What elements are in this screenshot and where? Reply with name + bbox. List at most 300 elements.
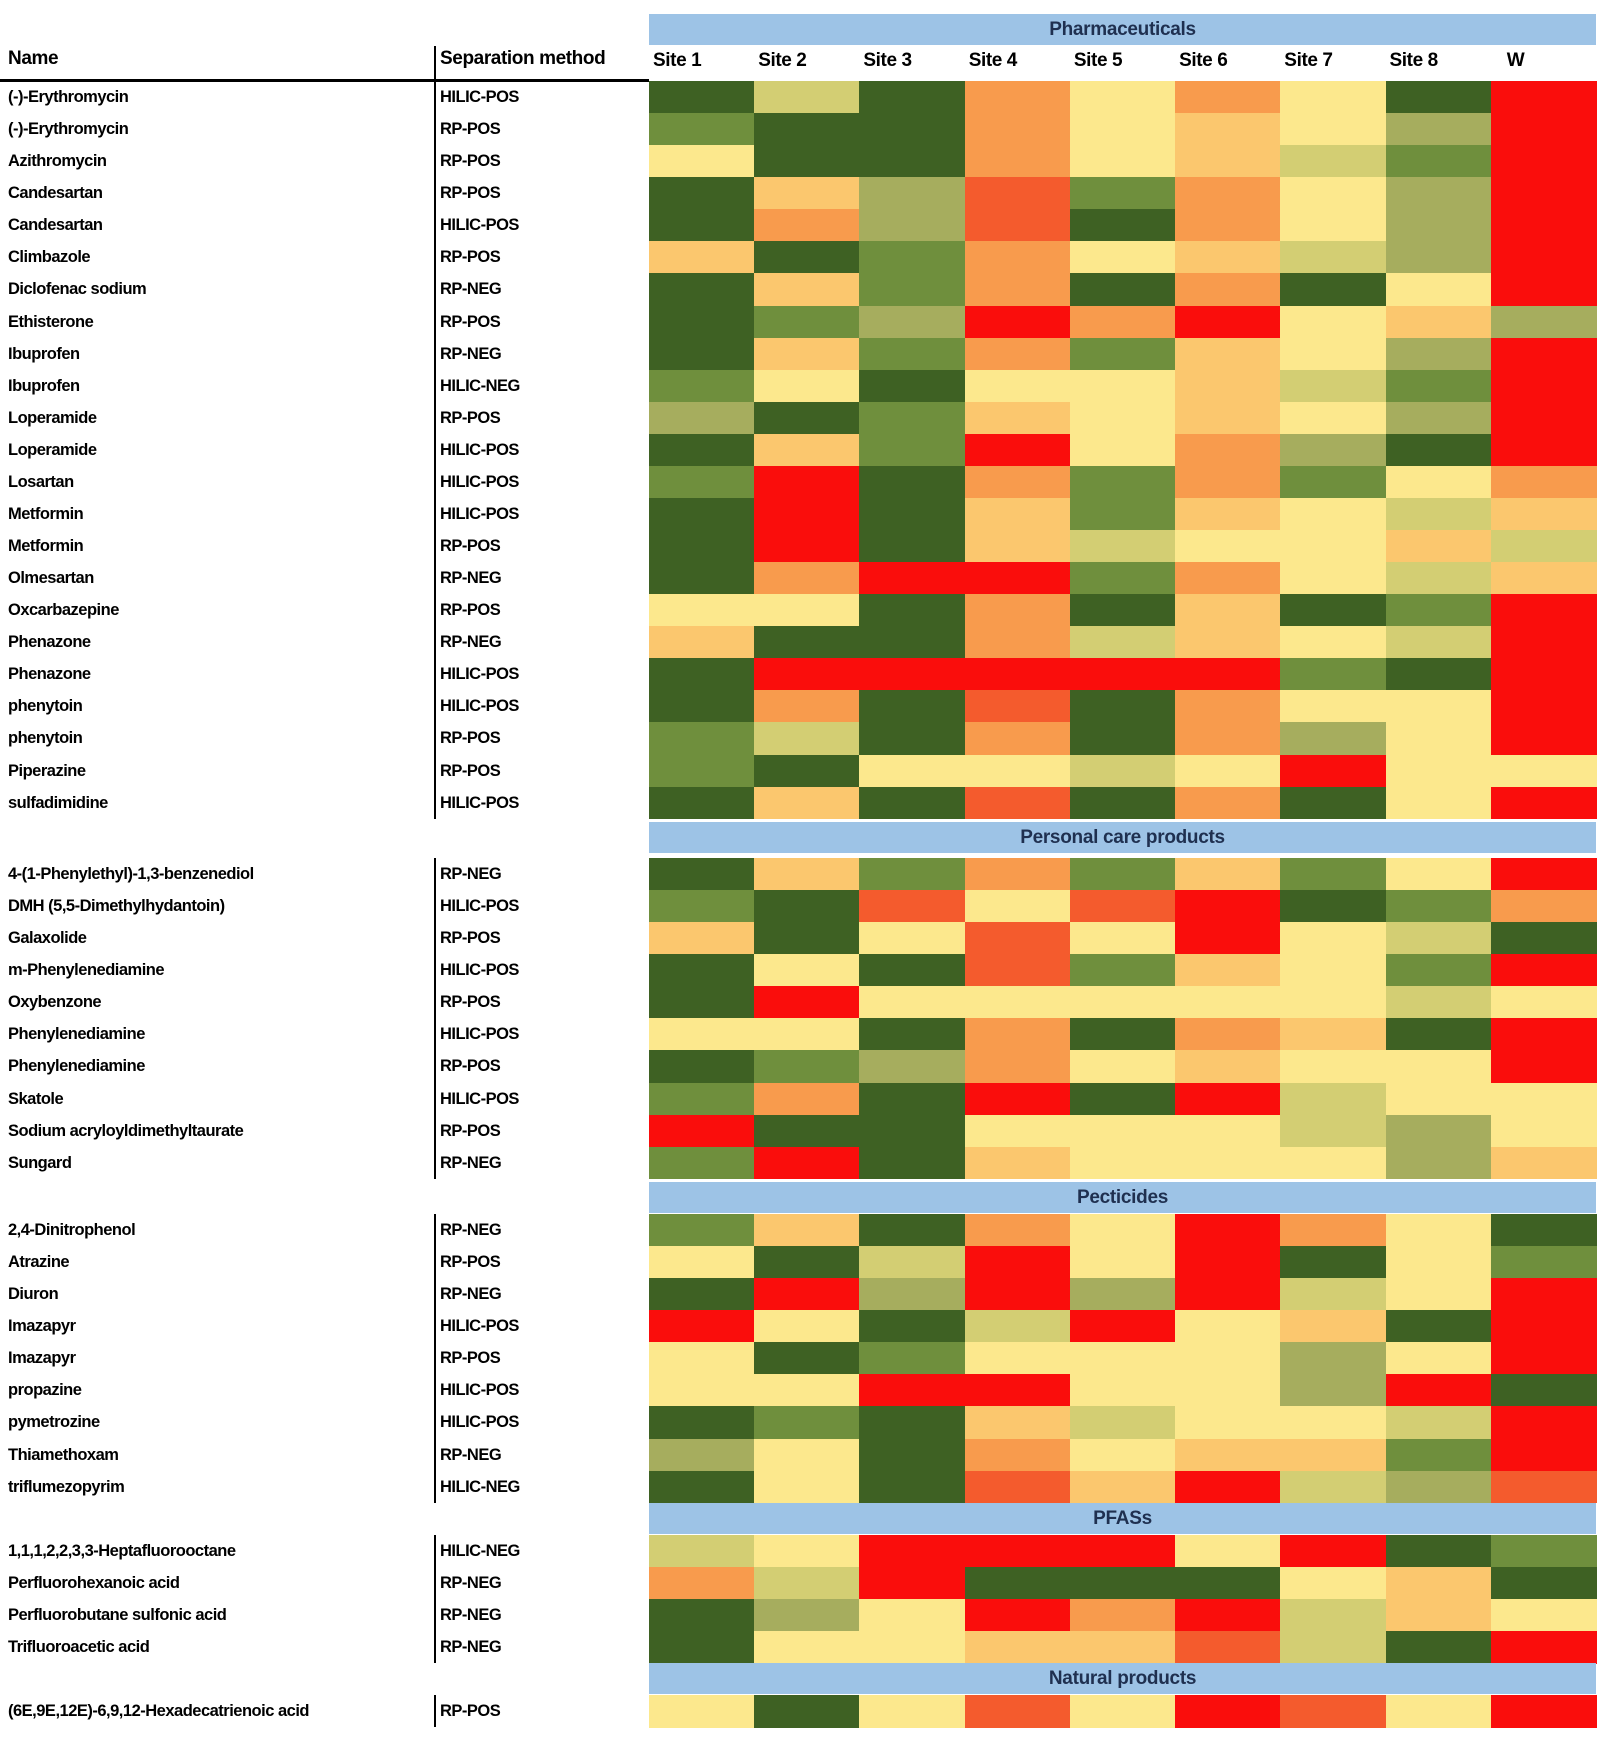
heatmap-cell [1070, 1471, 1176, 1504]
separation-method: RP-POS [440, 1702, 501, 1720]
heatmap-cell [1070, 338, 1176, 371]
heatmap-cell [754, 1439, 860, 1472]
heatmap-cell [1070, 1018, 1176, 1051]
heatmap-cell [1491, 1471, 1597, 1504]
heatmap-cell [965, 755, 1071, 788]
heatmap-cell [1070, 1147, 1176, 1180]
heatmap-cell [1175, 1439, 1281, 1472]
heatmap-cell [754, 594, 860, 627]
heatmap-cell [1175, 1310, 1281, 1343]
heatmap-cell [965, 273, 1071, 306]
heatmap-cell [1491, 755, 1597, 788]
heatmap-cell [649, 273, 755, 306]
heatmap-cell [1280, 1471, 1386, 1504]
heatmap-cell [1175, 1018, 1281, 1051]
heatmap-cell [649, 1278, 755, 1311]
heatmap-cell [859, 338, 965, 371]
heatmap-cell [965, 1278, 1071, 1311]
heatmap-cell [859, 1342, 965, 1375]
heatmap-cell [1175, 890, 1281, 923]
heatmap-cell [649, 466, 755, 499]
heatmap-cell [965, 1214, 1071, 1247]
heatmap-cell [965, 787, 1071, 820]
compound-name: Metformin [8, 504, 84, 523]
heatmap-cell [1386, 81, 1492, 114]
heatmap-cell [1280, 626, 1386, 659]
heatmap-cell [754, 690, 860, 723]
separation-method: RP-POS [440, 1057, 501, 1076]
section-band-label: Personal care products [1020, 826, 1225, 848]
heatmap-cell [1070, 530, 1176, 563]
heatmap-cell [1386, 434, 1492, 467]
heatmap-cell [649, 498, 755, 531]
heatmap-cell [649, 530, 755, 563]
heatmap-cell [1175, 594, 1281, 627]
heatmap-cell [965, 113, 1071, 146]
separation-method: RP-NEG [440, 1606, 502, 1625]
heatmap-cell [649, 1406, 755, 1439]
heatmap-cell [1070, 1246, 1176, 1279]
site-column-header: Site 8 [1389, 50, 1438, 71]
heatmap-cell [1280, 1406, 1386, 1439]
heatmap-cell [1491, 986, 1597, 1019]
compound-name: (-)-Erythromycin [8, 120, 129, 139]
heatmap-cell [1070, 1278, 1176, 1311]
heatmap-cell [859, 755, 965, 788]
heatmap-cell [1280, 306, 1386, 339]
heatmap-cell [965, 209, 1071, 242]
compound-name: Loperamide [8, 440, 97, 459]
heatmap-cell [754, 1147, 860, 1180]
heatmap-cell [859, 1050, 965, 1083]
heatmap-cell [1070, 145, 1176, 178]
heatmap-cell [1280, 1050, 1386, 1083]
heatmap-cell [1070, 1695, 1176, 1728]
separation-method: RP-NEG [440, 633, 502, 652]
heatmap-cell [859, 1567, 965, 1600]
compound-name: DMH (5,5-Dimethylhydantoin) [8, 897, 225, 916]
heatmap-cell [965, 658, 1071, 691]
heatmap-cell [1070, 466, 1176, 499]
heatmap-cell [1175, 1631, 1281, 1664]
heatmap-cell [1175, 530, 1281, 563]
heatmap-cell [1491, 1310, 1597, 1343]
heatmap-cell [754, 1374, 860, 1407]
separation-method: RP-POS [440, 537, 501, 555]
heatmap-cell [754, 306, 860, 339]
heatmap-cell [754, 530, 860, 563]
heatmap-cell [1070, 434, 1176, 467]
heatmap-cell [1386, 1147, 1492, 1180]
heatmap-cell [965, 1406, 1071, 1439]
heatmap-cell [1070, 177, 1176, 210]
heatmap-cell [1491, 1050, 1597, 1083]
heatmap-cell [1491, 1115, 1597, 1148]
heatmap-cell [649, 986, 755, 1019]
separation-method: RP-NEG [440, 569, 502, 587]
heatmap-cell [1070, 1374, 1176, 1407]
separation-method: HILIC-POS [440, 1025, 519, 1044]
heatmap-cell [1280, 145, 1386, 178]
heatmap-cell [1386, 209, 1492, 242]
heatmap-cell [965, 338, 1071, 371]
heatmap-cell [1280, 1083, 1386, 1116]
heatmap-cell [859, 658, 965, 691]
separation-method: RP-POS [440, 1253, 501, 1272]
heatmap-cell [1175, 1147, 1281, 1180]
heatmap-cell [965, 890, 1071, 923]
heatmap-cell [1175, 209, 1281, 242]
section-band [649, 14, 1596, 45]
heatmap-cell [1386, 466, 1492, 499]
heatmap-cell [1175, 306, 1281, 339]
heatmap-cell [859, 466, 965, 499]
separation-method: RP-POS [440, 1121, 501, 1140]
heatmap-cell [1491, 1439, 1597, 1472]
heatmap-cell [649, 1567, 755, 1600]
compound-name: Skatole [8, 1089, 64, 1108]
heatmap-cell [1175, 145, 1281, 178]
heatmap-cell [1175, 658, 1281, 691]
heatmap-cell [1386, 145, 1492, 178]
heatmap-cell [649, 755, 755, 788]
heatmap-cell [1386, 370, 1492, 403]
site-column-header: Site 5 [1073, 50, 1123, 71]
heatmap-cell [649, 1374, 755, 1407]
separation-method: RP-POS [440, 761, 501, 780]
heatmap-cell [965, 1695, 1071, 1728]
compound-name: Losartan [8, 472, 74, 491]
compound-name: Diclofenac sodium [8, 280, 147, 299]
heatmap-cell [1280, 1695, 1386, 1728]
heatmap-cell [859, 1115, 965, 1148]
heatmap-cell [1386, 273, 1492, 306]
heatmap-cell [754, 1695, 860, 1728]
site-column-header: W [1506, 50, 1525, 71]
heatmap-cell [649, 1147, 755, 1180]
heatmap-cell [859, 113, 965, 146]
heatmap-cell [649, 1535, 755, 1568]
heatmap-cell [859, 1246, 965, 1279]
heatmap-cell [965, 722, 1071, 755]
compound-name: propazine [8, 1381, 82, 1400]
separation-method: HILIC-POS [440, 440, 519, 459]
heatmap-cell [1070, 1310, 1176, 1343]
compound-name: Sodium acryloyldimethyltaurate [8, 1121, 244, 1140]
compound-name: Olmesartan [8, 569, 94, 587]
heatmap-cell [1386, 1018, 1492, 1051]
heatmap-cell [754, 1278, 860, 1311]
heatmap-cell [1175, 922, 1281, 955]
heatmap-cell [1386, 1083, 1492, 1116]
heatmap-cell [1175, 1246, 1281, 1279]
heatmap-cell [1386, 1599, 1492, 1632]
heatmap-cell [1491, 922, 1597, 955]
heatmap-cell [1386, 177, 1492, 210]
heatmap-cell [1175, 986, 1281, 1019]
compound-name: Trifluoroacetic acid [8, 1638, 150, 1657]
heatmap-cell [754, 1083, 860, 1116]
heatmap-cell [1280, 81, 1386, 114]
heatmap-cell [1386, 858, 1492, 891]
heatmap-cell [649, 177, 755, 210]
heatmap-cell [649, 1342, 755, 1375]
heatmap-cell [1491, 1406, 1597, 1439]
heatmap-cell [965, 690, 1071, 723]
heatmap-cell [1175, 722, 1281, 755]
heatmap-cell [1386, 306, 1492, 339]
compound-name: 2,4-Dinitrophenol [8, 1221, 136, 1239]
separation-method: HILIC-POS [440, 697, 519, 716]
compound-name: Ibuprofen [8, 344, 80, 363]
heatmap-cell [859, 1535, 965, 1568]
heatmap-cell [754, 434, 860, 467]
heatmap-cell [859, 1599, 965, 1632]
heatmap-cell [1280, 1342, 1386, 1375]
name-column-header: Name [8, 48, 59, 69]
heatmap-cell [1386, 1214, 1492, 1247]
heatmap-cell [1386, 954, 1492, 987]
heatmap-cell [1175, 498, 1281, 531]
heatmap-cell [1280, 986, 1386, 1019]
heatmap-cell [1280, 1374, 1386, 1407]
heatmap-cell [965, 1050, 1071, 1083]
heatmap-cell [1491, 1278, 1597, 1311]
heatmap-cell [1386, 1406, 1492, 1439]
heatmap-cell [1386, 562, 1492, 595]
heatmap-cell [1280, 1439, 1386, 1472]
heatmap-cell [1386, 722, 1492, 755]
heatmap-cell [1280, 1631, 1386, 1664]
heatmap-cell [1491, 1535, 1597, 1568]
heatmap-cell [965, 1083, 1071, 1116]
heatmap-cell [965, 241, 1071, 274]
heatmap-cell [1491, 1695, 1597, 1728]
heatmap-cell [1280, 922, 1386, 955]
heatmap-cell [754, 1567, 860, 1600]
heatmap-cell [1386, 402, 1492, 435]
heatmap-cell [859, 690, 965, 723]
compound-name: Phenazone [8, 665, 91, 684]
heatmap-cell [965, 986, 1071, 1019]
heatmap-cell [754, 1050, 860, 1083]
heatmap-cell [754, 922, 860, 955]
heatmap-cell [1491, 113, 1597, 146]
compound-name: Perfluorobutane sulfonic acid [8, 1606, 227, 1625]
compound-name: Loperamide [8, 408, 97, 427]
heatmap-cell [1491, 1599, 1597, 1632]
compound-name: triflumezopyrim [8, 1477, 125, 1496]
heatmap-cell [1070, 1406, 1176, 1439]
heatmap-cell [754, 241, 860, 274]
heatmap-cell [1386, 1115, 1492, 1148]
separation-method: HILIC-POS [440, 1317, 519, 1336]
heatmap-cell [1491, 273, 1597, 306]
heatmap-cell [859, 890, 965, 923]
heatmap-cell [649, 690, 755, 723]
heatmap-cell [1070, 498, 1176, 531]
heatmap-cell [754, 858, 860, 891]
compound-name: sulfadimidine [8, 793, 108, 812]
heatmap-cell [754, 273, 860, 306]
site-column-header: Site 7 [1284, 50, 1333, 71]
heatmap-cell [1491, 466, 1597, 499]
heatmap-cell [1070, 954, 1176, 987]
separation-method: HILIC-NEG [440, 1542, 520, 1560]
heatmap-cell [754, 498, 860, 531]
compound-name: Thiamethoxam [8, 1445, 119, 1464]
section-band-label: Natural products [1048, 1667, 1197, 1689]
heatmap-cell [859, 858, 965, 891]
heatmap-cell [965, 306, 1071, 339]
heatmap-cell [649, 402, 755, 435]
heatmap-cell [1386, 530, 1492, 563]
heatmap-cell [1491, 1631, 1597, 1664]
compound-name: Phenazone [8, 633, 91, 652]
heatmap-cell [649, 858, 755, 891]
heatmap-cell [1175, 177, 1281, 210]
separation-method: RP-POS [440, 408, 501, 427]
heatmap-cell [859, 1439, 965, 1472]
heatmap-cell [1386, 690, 1492, 723]
heatmap-cell [649, 1083, 755, 1116]
heatmap-cell [965, 1115, 1071, 1148]
heatmap-cell [649, 370, 755, 403]
heatmap-cell [1280, 954, 1386, 987]
compound-name: Imazapyr [8, 1349, 76, 1368]
heatmap-cell [754, 1631, 860, 1664]
heatmap-cell [649, 594, 755, 627]
heatmap-cell [1491, 306, 1597, 339]
heatmap-cell [1491, 338, 1597, 371]
heatmap-cell [754, 1310, 860, 1343]
heatmap-cell [1070, 722, 1176, 755]
heatmap-cell [649, 1599, 755, 1632]
heatmap-cell [754, 209, 860, 242]
heatmap-cell [965, 858, 1071, 891]
heatmap-cell [859, 562, 965, 595]
separation-method: HILIC-POS [440, 1089, 519, 1108]
heatmap-cell [965, 177, 1071, 210]
heatmap-cell [754, 658, 860, 691]
heatmap-cell [1386, 1310, 1492, 1343]
separation-method: RP-POS [440, 601, 501, 620]
compound-name: (6E,9E,12E)-6,9,12-Hexadecatrienoic acid [8, 1702, 309, 1720]
heatmap-cell [965, 1018, 1071, 1051]
heatmap-cell [1070, 1083, 1176, 1116]
separation-method: HILIC-POS [440, 665, 519, 684]
heatmap-cell [859, 1631, 965, 1664]
heatmap-cell [1386, 1471, 1492, 1504]
heatmap-cell [1175, 562, 1281, 595]
heatmap-cell [965, 434, 1071, 467]
heatmap-cell [1175, 1214, 1281, 1247]
heatmap-cell [1175, 466, 1281, 499]
heatmap-cell [754, 338, 860, 371]
heatmap-cell [1491, 177, 1597, 210]
heatmap-cell [859, 1406, 965, 1439]
heatmap-cell [649, 1695, 755, 1728]
compound-name: m-Phenylenediamine [8, 961, 165, 980]
heatmap-cell [754, 1246, 860, 1279]
column-divider [434, 1535, 436, 1663]
heatmap-cell [1491, 690, 1597, 723]
heatmap-cell [965, 1471, 1071, 1504]
heatmap-cell [1386, 1695, 1492, 1728]
heatmap-cell [859, 370, 965, 403]
section-band-label: Pharmaceuticals [1049, 18, 1196, 40]
heatmap-cell [1280, 1214, 1386, 1247]
heatmap-cell [1175, 1695, 1281, 1728]
heatmap-cell [1070, 81, 1176, 114]
heatmap-cell [1491, 145, 1597, 178]
heatmap-cell [965, 530, 1071, 563]
heatmap-cell [859, 145, 965, 178]
heatmap-cell [1070, 986, 1176, 1019]
heatmap-cell [754, 626, 860, 659]
heatmap-cell [1491, 1018, 1597, 1051]
heatmap-cell [649, 890, 755, 923]
heatmap-cell [649, 1471, 755, 1504]
heatmap-cell [965, 1599, 1071, 1632]
compound-name: Galaxolide [8, 929, 87, 948]
heatmap-cell [1175, 858, 1281, 891]
heatmap-cell [1070, 402, 1176, 435]
heatmap-cell [1386, 787, 1492, 820]
heatmap-cell [965, 1631, 1071, 1664]
heatmap-cell [965, 1567, 1071, 1600]
method-column-header: Separation method [440, 48, 606, 69]
heatmap-cell [859, 1214, 965, 1247]
heatmap-cell [1175, 690, 1281, 723]
heatmap-cell [1070, 241, 1176, 274]
heatmap-cell [1280, 755, 1386, 788]
heatmap-cell [1175, 1342, 1281, 1375]
heatmap-cell [965, 1374, 1071, 1407]
heatmap-cell [859, 434, 965, 467]
heatmap-cell [1280, 338, 1386, 371]
heatmap-cell [649, 338, 755, 371]
heatmap-cell [1491, 626, 1597, 659]
heatmap-cell [859, 402, 965, 435]
heatmap-cell [1070, 755, 1176, 788]
site-column-header: Site 3 [863, 50, 912, 71]
heatmap-cell [1070, 1439, 1176, 1472]
compound-name: Candesartan [8, 216, 103, 235]
heatmap-cell [1386, 1246, 1492, 1279]
heatmap-cell [754, 755, 860, 788]
column-divider [434, 858, 436, 1179]
heatmap-cell [1175, 1567, 1281, 1600]
heatmap-cell [1070, 562, 1176, 595]
heatmap-cell [965, 1147, 1071, 1180]
heatmap-cell [859, 954, 965, 987]
heatmap-cell [1280, 1115, 1386, 1148]
heatmap-cell [859, 1374, 965, 1407]
heatmap-cell [1280, 530, 1386, 563]
heatmap-cell [965, 1246, 1071, 1279]
heatmap-cell [649, 658, 755, 691]
heatmap-cell [965, 1535, 1071, 1568]
heatmap-cell [754, 986, 860, 1019]
heatmap-cell [649, 922, 755, 955]
heatmap-cell [1070, 1342, 1176, 1375]
heatmap-cell [1175, 1115, 1281, 1148]
heatmap-cell [649, 1050, 755, 1083]
heatmap-cell [754, 1535, 860, 1568]
heatmap-cell [1070, 922, 1176, 955]
heatmap-cell [1070, 787, 1176, 820]
